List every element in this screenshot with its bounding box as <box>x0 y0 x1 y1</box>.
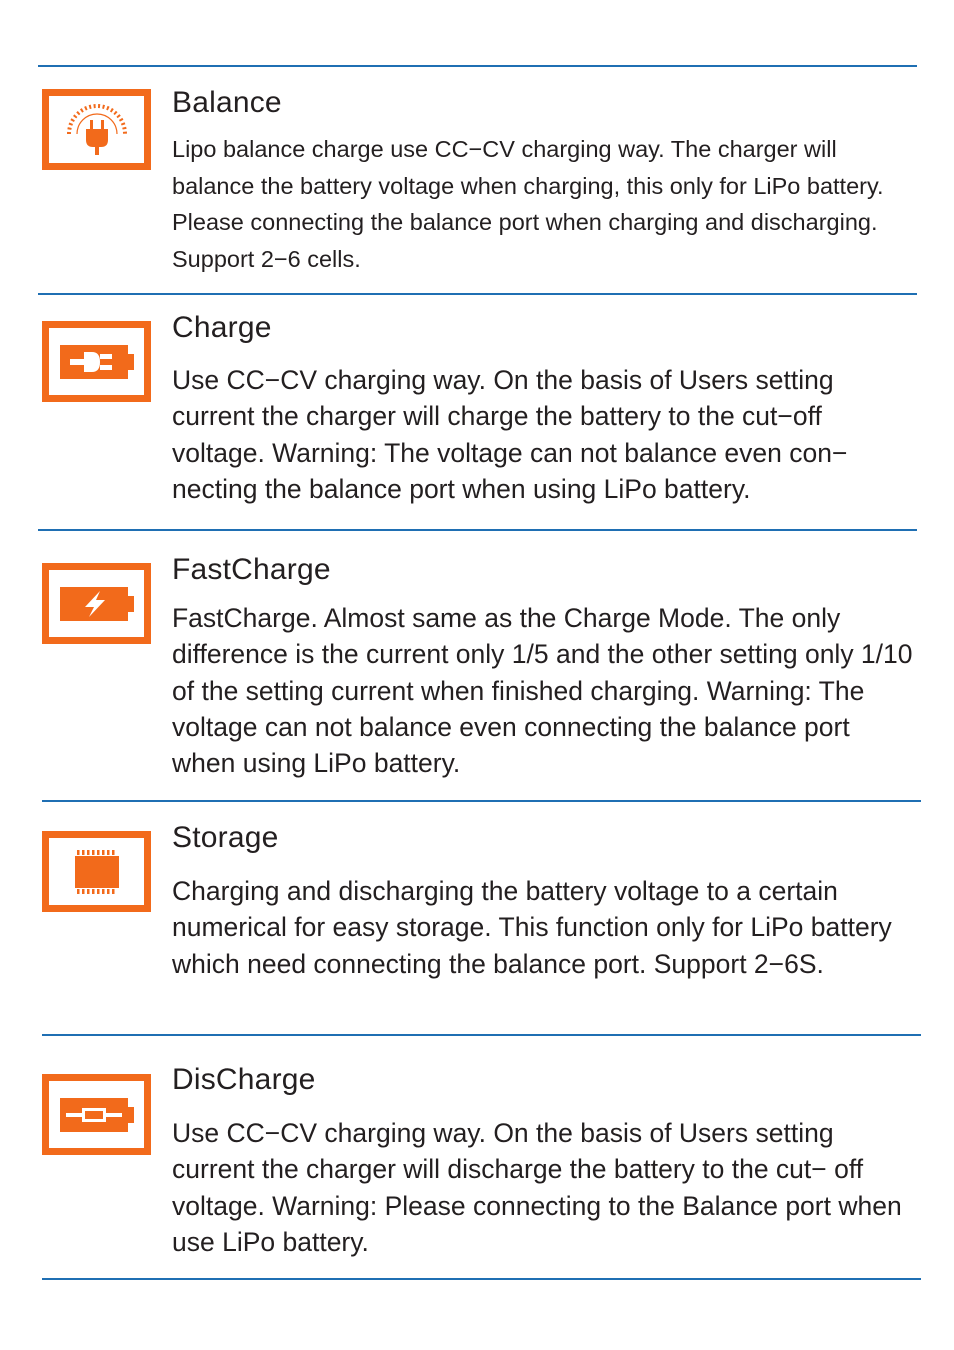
mode-description: Lipo balance charge use CC−CV charging way. The charger will balance the battery voltage when charging, this only for LiPo battery. Please connecting the balance port when charging and discharging. Support 2−6 cells. <box>172 136 884 272</box>
charge-icon-frame <box>42 321 151 402</box>
mode-description: Use CC−CV charging way. On the basis of Users setting current the charger will discharge the battery to the cut− off voltage. Warning: Please connecting to the Balance port when use LiPo battery. <box>172 1118 902 1257</box>
fastcharge-icon-frame <box>42 563 151 644</box>
mode-title: DisCharge <box>172 1063 316 1096</box>
mode-title: Balance <box>172 86 282 119</box>
mode-title: FastCharge <box>172 553 331 586</box>
storage-icon-frame <box>42 831 151 912</box>
divider-1 <box>38 293 917 295</box>
mode-description: Charging and discharging the battery voltage to a certain numerical for easy storage. This function only for LiPo battery which need connecting the balance port. Support 2−6S. <box>172 876 892 979</box>
battery-resistor-icon <box>49 1081 144 1148</box>
divider-3 <box>42 800 921 802</box>
discharge-icon-frame <box>42 1074 151 1155</box>
divider-4 <box>42 1034 921 1036</box>
divider-2 <box>38 529 917 531</box>
divider-top <box>38 65 917 67</box>
gauge-plug-icon <box>49 96 144 163</box>
battery-lightning-icon <box>49 570 144 637</box>
mode-description: Use CC−CV charging way. On the basis of Users setting current the charger will charge the battery to the cut−off voltage. Warning: The voltage can not balance even con− necting the balance port when using LiPo battery. <box>172 365 848 504</box>
mode-title: Storage <box>172 821 279 854</box>
balance-icon-frame <box>42 89 151 170</box>
mode-description: FastCharge. Almost same as the Charge Mode. The only difference is the current only 1/5 and the other setting only 1/10 of the setting current when finished charging. Warning: The voltage can not balance even connecting the balance port when using LiPo battery. <box>172 603 913 779</box>
mode-title: Charge <box>172 311 272 344</box>
battery-plug-icon <box>49 328 144 395</box>
chip-icon <box>49 838 144 905</box>
divider-bottom <box>42 1278 921 1280</box>
